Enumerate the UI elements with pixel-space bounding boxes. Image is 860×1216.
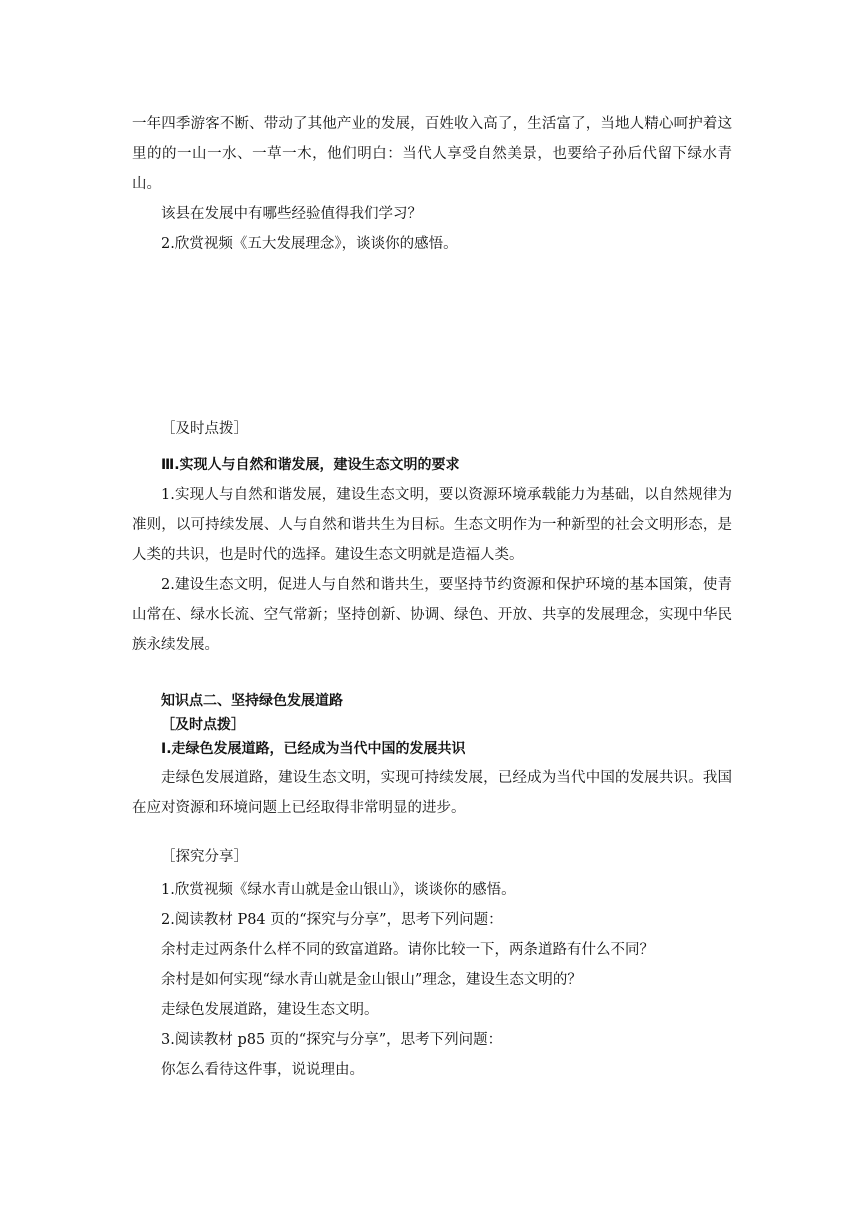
green-development-section [132, 689, 732, 823]
explore-item: 余村是如何实现“绿水青山就是金山银山”理念，建设生态文明的？ [161, 972, 582, 988]
explore-item: 走绿色发展道路，建设生态文明。 [161, 1002, 379, 1018]
requirement-paragraph-1: 1.实现人与自然和谐发展，建设生态文明，要以资源环境承载能力为基础，以自然规律为准则，以可持续发展、人与自然和谐共生为目标。生态文明作为一种新型的社会文明形态，是人类的共识，也是时代的选择。建设生态文明就是造福人类。 [132, 487, 732, 563]
explore-item: 3.阅读教材 p85 页的“探究与分享”，思考下列问题： [161, 1032, 503, 1048]
explore-item: 你怎么看待这件事，说说理由。 [161, 1062, 364, 1078]
explore-item: 余村走过两条什么样不同的致富道路。请你比较一下，两条道路有什么不同？ [161, 942, 654, 958]
explore-share-section [132, 842, 732, 1085]
knowledge-point-title: 知识点二、坚持绿色发展道路 [161, 693, 343, 709]
case-study-section [132, 109, 732, 259]
requirements-section [132, 414, 732, 660]
section-heading-iii: Ⅲ.实现人与自然和谐发展，建设生态文明的要求 [161, 457, 460, 473]
explore-share-label: ［探究分享］ [161, 849, 248, 865]
question-experience: 该县在发展中有哪些经验值得我们学习？ [161, 206, 422, 222]
tip-label: ［及时点拨］ [161, 717, 245, 733]
requirement-paragraph-2: 2.建设生态文明，促进人与自然和谐共生，要坚持节约资源和保护环境的基本国策，使青山常在、绿水长流、空气常新；坚持创新、协调、绿色、开放、共享的发展理念，实现中华民族永续发展。 [132, 577, 732, 653]
green-development-paragraph: 走绿色发展道路，建设生态文明，实现可持续发展，已经成为当代中国的发展共识。我国在应对资源和环境问题上已经取得非常明显的进步。 [132, 770, 732, 816]
explore-item: 1.欣赏视频《绿水青山就是金山银山》，谈谈你的感悟。 [161, 882, 516, 898]
explore-item: 2.阅读教材 P84 页的“探究与分享”，思考下列问题： [161, 912, 503, 928]
question-video-five-concepts: 2.欣赏视频《五大发展理念》，谈谈你的感悟。 [161, 236, 458, 252]
case-study-paragraph: 一年四季游客不断、带动了其他产业的发展，百姓收入高了，生活富了，当地人精心呵护着这里的的一山一水、一草一木，他们明白：当代人享受自然美景，也要给子孙后代留下绿水青山。 [132, 116, 732, 192]
section-heading-i: Ⅰ.走绿色发展道路，已经成为当代中国的发展共识 [161, 741, 466, 757]
tip-label: ［及时点拨］ [161, 421, 248, 437]
